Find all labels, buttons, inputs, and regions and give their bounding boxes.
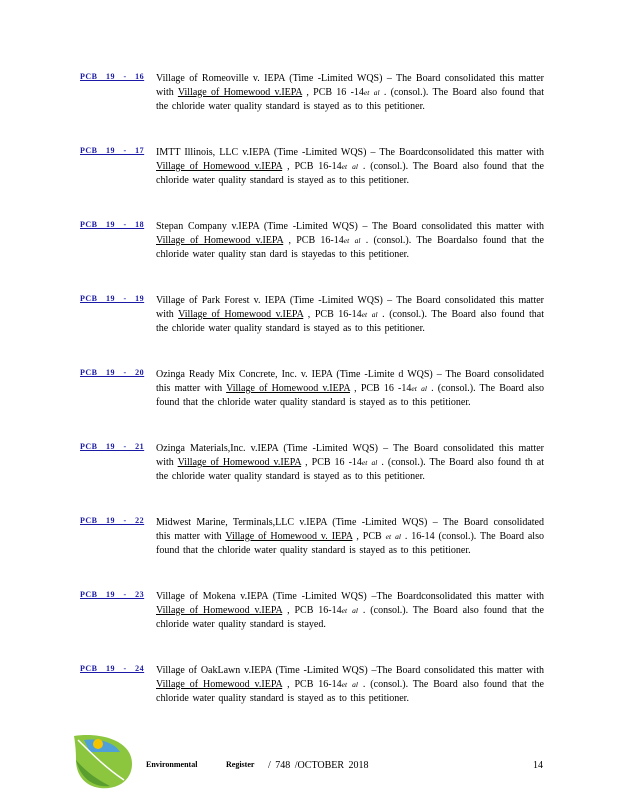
sun-icon: [93, 739, 103, 749]
case-summary: Midwest Marine, Terminals,LLC v.IEPA (Time -Limited WQS) – The Board consolidated this matter with Village of Homewood v. IEPA , PCB et al . 16-14 (consol.). The Board also found that the chloride water quality standard is stayed as to this petitioner.: [156, 517, 544, 556]
case-entry: [80, 368, 550, 424]
referenced-case: Village of Homewood v.IEPA: [177, 456, 302, 468]
case-number-link[interactable]: PCB 19 - 23: [80, 590, 145, 599]
case-summary: Village of OakLawn v.IEPA (Time -Limited WQS) –The Board consolidated this matter with Village of Homewood v.IEPA , PCB 16-14et al . (consol.). The Board also found that the chloride water quality standard is stayed as to this petitioner.: [156, 665, 544, 704]
referenced-case: Village of Homewood v.IEPA: [156, 678, 283, 690]
register-label: Register: [226, 760, 255, 769]
leaf-logo-icon: [70, 730, 140, 792]
referenced-case: Village of Homewood v.IEPA: [178, 308, 304, 320]
case-summary: Ozinga Materials,Inc. v.IEPA (Time -Limited WQS) – The Board consolidated this matter with Village of Homewood v.IEPA , PCB 16 -14et al . (consol.). The Board also found th at the chloride water quality standard is stayed as to this petitioner.: [156, 443, 544, 482]
case-entry: [80, 294, 550, 350]
case-entry: [80, 516, 550, 572]
case-summary: IMTT Illinois, LLC v.IEPA (Time -Limited WQS) – The Boardconsolidated this matter with Village of Homewood v.IEPA , PCB 16-14et al . (consol.). The Board also found that the chloride water quality standard is stayed as to this petitioner.: [156, 147, 544, 186]
referenced-case: Village of Homewood v.IEPA: [156, 234, 284, 246]
case-entry: [80, 220, 550, 276]
case-summary: Village of Romeoville v. IEPA (Time -Limited WQS) – The Board consolidated this matter with Village of Homewood v.IEPA , PCB 16 -14et al . (consol.). The Board also found that the chloride water quality standard is stayed as to this petitioner.: [156, 73, 544, 112]
case-entry: [80, 72, 550, 128]
page-footer: [0, 718, 618, 798]
case-entry: [80, 590, 550, 646]
publication-name: Environmental: [146, 760, 198, 769]
case-summary: Stepan Company v.IEPA (Time -Limited WQS) – The Board consolidated this matter with Village of Homewood v.IEPA , PCB 16-14et al . (consol.). The Boardalso found that the chloride water quality stan dard is stayedas to this petitioner.: [156, 221, 544, 260]
case-number-link[interactable]: PCB 19 - 24: [80, 664, 145, 673]
referenced-case: Village of Homewood v.IEPA: [156, 604, 283, 616]
case-entry-list: [80, 72, 550, 738]
case-number-link[interactable]: PCB 19 - 16: [80, 72, 145, 81]
case-entry: [80, 664, 550, 720]
case-summary: Village of Mokena v.IEPA (Time -Limited WQS) –The Boardconsolidated this matter with Village of Homewood v.IEPA , PCB 16-14et al . (consol.). The Board also found that the chloride water quality standard is stayed.: [156, 591, 544, 630]
referenced-case: Village of Homewood v.IEPA: [156, 160, 283, 172]
case-number-link[interactable]: PCB 19 - 18: [80, 220, 145, 229]
page-number: 14: [533, 760, 543, 771]
case-number-link[interactable]: PCB 19 - 22: [80, 516, 145, 525]
referenced-case: Village of Homewood v. IEPA: [225, 530, 353, 542]
case-entry: [80, 442, 550, 498]
case-number-link[interactable]: PCB 19 - 17: [80, 146, 145, 155]
case-number-link[interactable]: PCB 19 - 21: [80, 442, 145, 451]
case-number-link[interactable]: PCB 19 - 20: [80, 368, 145, 377]
case-number-link[interactable]: PCB 19 - 19: [80, 294, 145, 303]
case-entry: [80, 146, 550, 202]
referenced-case: Village of Homewood v.IEPA: [226, 382, 350, 394]
referenced-case: Village of Homewood v.IEPA: [177, 86, 303, 98]
issue-info: / 748 /OCTOBER 2018: [268, 760, 369, 771]
case-summary: Village of Park Forest v. IEPA (Time -Limited WQS) – The Board consolidated this matter with Village of Homewood v.IEPA , PCB 16-14et al . (consol.). The Board also found that the chloride water quality standard is stayed as to this petitioner.: [156, 295, 544, 334]
case-summary: Ozinga Ready Mix Concrete, Inc. v. IEPA (Time -Limite d WQS) – The Board consolidated this matter with Village of Homewood v.IEPA , PCB 16 -14et al . (consol.). The Board also found that the chloride water quality standard is stayed as to this petitioner.: [156, 369, 544, 408]
